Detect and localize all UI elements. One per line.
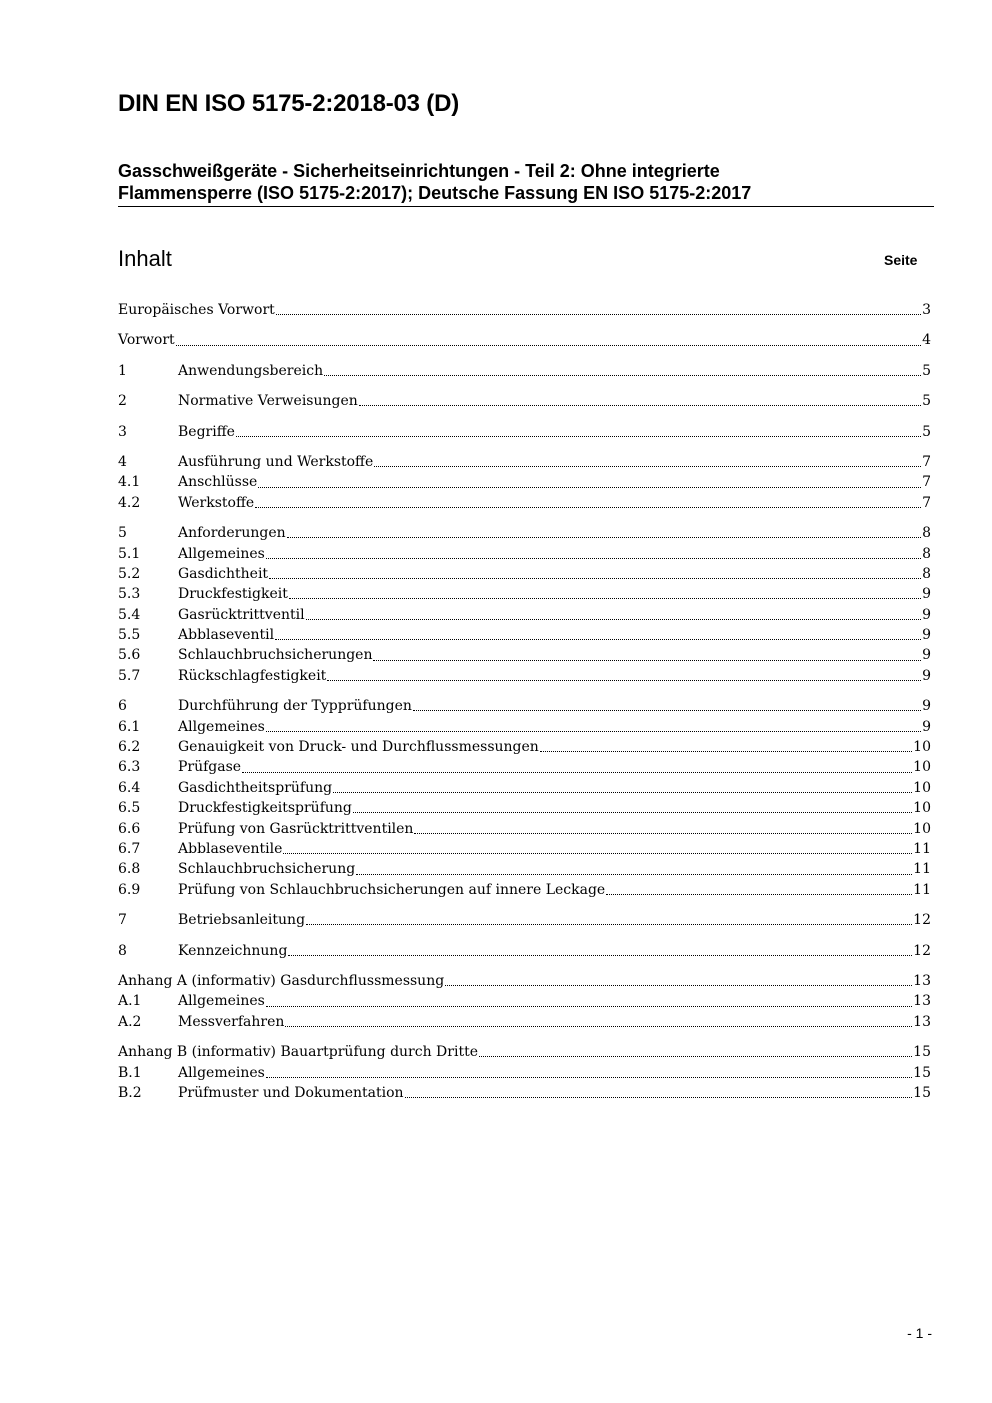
toc-entry-page[interactable]: 13 [913,993,931,1010]
toc-entry-page[interactable]: 13 [913,1013,931,1030]
page-number-footer: - 1 - [907,1325,932,1341]
table-of-contents [118,300,931,1103]
toc-entry-number: A.1 [118,993,142,1010]
toc-entry-title[interactable]: Werkstoffe [178,494,255,511]
toc-entry-title[interactable]: Normative Verweisungen [178,393,358,410]
toc-entry[interactable] [118,1083,931,1103]
toc-entry-number: 6.4 [118,779,141,796]
toc-dot-leader [353,812,912,813]
toc-dot-leader [540,751,912,752]
toc-entry-number: A.2 [118,1013,142,1030]
toc-entry-page[interactable]: 8 [922,525,931,542]
toc-dot-leader [306,924,912,925]
toc-entry[interactable] [118,778,931,798]
toc-dot-leader [266,1006,912,1007]
toc-entry[interactable] [118,798,931,818]
toc-entry-title[interactable]: Kennzeichnung [178,942,288,959]
toc-entry-page[interactable]: 9 [922,667,931,684]
toc-entry-page[interactable]: 10 [913,800,931,817]
toc-entry-title[interactable]: Prüfung von Schlauchbruchsicherungen auf innere Leckage [178,881,606,898]
toc-entry[interactable] [118,645,931,665]
toc-entry[interactable] [118,605,931,625]
toc-entry[interactable] [118,839,931,859]
toc-entry-title[interactable]: Anhang A (informativ) Gasdurchflussmessung [118,972,445,989]
toc-entry-title[interactable]: Schlauchbruchsicherung [178,861,356,878]
toc-entry-number: 5.4 [118,606,141,623]
toc-entry-page[interactable]: 7 [922,474,931,491]
toc-entry-page[interactable]: 9 [922,627,931,644]
toc-entry-page[interactable]: 5 [922,393,931,410]
toc-dot-leader [275,639,921,640]
toc-entry[interactable] [118,717,931,737]
toc-entry-number: 1 [118,362,127,379]
toc-dot-leader [405,1097,913,1098]
subtitle-line-2: Flammensperre (ISO 5175-2:2017); Deutsche Fassung EN ISO 5175-2:2017 [118,183,752,203]
toc-entry[interactable] [118,564,931,584]
toc-entry-page[interactable]: 5 [922,362,931,379]
toc-entry[interactable] [118,941,931,961]
toc-entry[interactable] [118,452,931,472]
toc-entry[interactable] [118,625,931,645]
toc-entry-number: 8 [118,942,127,959]
toc-entry-page[interactable]: 12 [913,942,931,959]
toc-dot-leader [445,985,912,986]
toc-dot-leader [269,578,921,579]
toc-entry-number: 6.9 [118,881,141,898]
toc-dot-leader [413,710,921,711]
toc-dot-leader [373,660,921,661]
toc-entry-title[interactable]: Gasrücktrittventil [178,606,305,623]
toc-entry-number: 5.6 [118,647,141,664]
toc-dot-leader [374,466,921,467]
toc-entry-number: 6.6 [118,820,141,837]
toc-dot-leader [356,874,912,875]
toc-entry-number: 5.3 [118,586,141,603]
toc-entry-title[interactable]: Prüfmuster und Dokumentation [178,1084,404,1101]
subtitle-line-1: Gasschweißgeräte - Sicherheitseinrichtungen - Teil 2: Ohne integrierte [118,161,720,181]
toc-dot-leader [266,558,921,559]
toc-entry[interactable] [118,696,931,716]
toc-entry[interactable] [118,472,931,492]
toc-entry[interactable] [118,819,931,839]
toc-entry-page[interactable]: 3 [922,302,931,318]
toc-entry[interactable] [118,880,931,900]
toc-entry-number: 7 [118,912,127,929]
toc-entry-page[interactable]: 13 [913,972,931,989]
toc-entry[interactable] [118,422,931,442]
toc-entry[interactable] [118,666,931,686]
toc-entry-page[interactable]: 11 [913,881,931,898]
toc-entry-title[interactable]: Ausführung und Werkstoffe [178,453,374,470]
toc-dot-leader [306,619,921,620]
toc-dot-leader [288,955,912,956]
toc-entry-number: 4 [118,453,127,470]
toc-entry-page[interactable]: 15 [913,1084,931,1101]
toc-entry-title[interactable]: Gasdichtheit [178,565,269,582]
toc-entry-number: 5 [118,525,127,542]
toc-entry-number: 6.2 [118,739,141,756]
toc-entry[interactable] [118,1063,931,1083]
toc-dot-leader [276,314,921,315]
toc-entry[interactable] [118,544,931,564]
toc-entry-title[interactable]: Druckfestigkeit [178,586,288,603]
document-id: DIN EN ISO 5175-2:2018-03 (D) [118,90,460,117]
toc-entry-title[interactable]: Allgemeines [178,993,265,1010]
toc-entry[interactable] [118,493,931,513]
toc-dot-leader [266,731,921,732]
toc-entry-page[interactable]: 12 [913,912,931,929]
toc-dot-leader [359,405,921,406]
toc-entry[interactable] [118,361,931,381]
toc-entry[interactable] [118,991,931,1011]
toc-dot-leader [606,894,912,895]
toc-entry-title[interactable]: Prüfgase [178,759,242,776]
toc-entry[interactable] [118,330,931,350]
toc-entry[interactable] [118,971,931,991]
toc-dot-leader [285,1026,912,1027]
toc-entry-title[interactable]: Gasdichtheitsprüfung [178,779,333,796]
toc-entry-number: 6.8 [118,861,141,878]
toc-entry-number: 5.5 [118,627,141,644]
toc-entry-title[interactable]: Durchführung der Typprüfungen [178,698,412,715]
toc-entry[interactable] [118,859,931,879]
toc-entry[interactable] [118,391,931,411]
toc-entry-number: 6 [118,698,127,715]
toc-entry-number: 6.3 [118,759,141,776]
toc-entry[interactable] [118,910,931,930]
toc-entry-page[interactable]: 7 [922,494,931,511]
toc-entry-title[interactable]: Anforderungen [178,525,286,542]
toc-entry-number: 6.7 [118,840,141,857]
toc-entry-number: B.2 [118,1084,142,1101]
toc-dot-leader [414,833,912,834]
toc-dot-leader [176,345,921,346]
toc-entry-title[interactable]: Genauigkeit von Druck- und Durchflussmessungen [178,739,539,756]
toc-entry-number: 5.7 [118,667,141,684]
title-divider [118,206,934,207]
toc-entry[interactable] [118,584,931,604]
toc-dot-leader [236,436,921,437]
toc-dot-leader [333,792,912,793]
toc-entry-page[interactable]: 4 [922,332,931,349]
toc-entry-title[interactable]: Anschlüsse [178,474,258,491]
toc-entry-number: 5.1 [118,545,141,562]
toc-entry-title[interactable]: Anhang B (informativ) Bauartprüfung durch Dritte [118,1044,478,1061]
toc-entry-title[interactable]: Allgemeines [178,545,265,562]
toc-heading: Inhalt [118,246,172,271]
toc-entry-page[interactable]: 9 [922,586,931,603]
toc-dot-leader [479,1056,912,1057]
toc-entry-number: 6.1 [118,718,141,735]
toc-dot-leader [283,853,912,854]
toc-dot-leader [258,487,921,488]
toc-dot-leader [255,507,921,508]
toc-dot-leader [327,680,921,681]
toc-entry-page[interactable]: 8 [922,545,931,562]
toc-entry-page[interactable]: 11 [913,840,931,857]
toc-entry[interactable] [118,1042,931,1062]
toc-entry[interactable] [118,757,931,777]
toc-page-column-label: Seite [884,252,918,268]
toc-dot-leader [289,598,921,599]
toc-entry-page[interactable]: 7 [922,453,931,470]
toc-entry-title[interactable]: Europäisches Vorwort [118,302,275,318]
toc-entry-page[interactable]: 15 [913,1064,931,1081]
toc-entry-title[interactable]: Anwendungsbereich [178,362,324,379]
toc-entry-page[interactable]: 10 [913,759,931,776]
toc-entry-page[interactable]: 9 [922,698,931,715]
toc-entry-page[interactable]: 8 [922,565,931,582]
toc-entry[interactable] [118,523,931,543]
toc-entry-title[interactable]: Rückschlagfestigkeit [178,667,327,684]
toc-entry-title[interactable]: Abblaseventile [178,840,283,857]
toc-entry-title[interactable]: Prüfung von Gasrücktrittventilen [178,820,414,837]
toc-entry-number: 4.2 [118,494,141,511]
toc-entry-number: 5.2 [118,565,141,582]
document-subtitle [118,160,933,204]
toc-entry[interactable] [118,300,931,320]
toc-entry-number: 6.5 [118,800,141,817]
toc-entry-title[interactable]: Betriebsanleitung [178,912,306,929]
toc-entry-page[interactable]: 5 [922,423,931,440]
toc-entry[interactable] [118,737,931,757]
toc-entry-title[interactable]: Allgemeines [178,718,265,735]
toc-entry-page[interactable]: 9 [922,606,931,623]
toc-entry-page[interactable]: 10 [913,779,931,796]
toc-entry-title[interactable]: Druckfestigkeitsprüfung [178,800,352,817]
toc-entry-page[interactable]: 10 [913,820,931,837]
toc-entry-number: B.1 [118,1064,142,1081]
toc-dot-leader [242,772,912,773]
toc-entry-title[interactable]: Schlauchbruchsicherungen [178,647,373,664]
toc-entry-page[interactable]: 11 [913,861,931,878]
toc-entry-page[interactable]: 9 [922,718,931,735]
toc-entry-page[interactable]: 15 [913,1044,931,1061]
toc-entry-number: 3 [118,423,127,440]
toc-entry-number: 4.1 [118,474,141,491]
toc-entry-title[interactable]: Abblaseventil [178,627,275,644]
toc-dot-leader [324,375,921,376]
toc-dot-leader [266,1077,912,1078]
toc-entry-title[interactable]: Messverfahren [178,1013,285,1030]
toc-dot-leader [287,537,921,538]
toc-entry[interactable] [118,1012,931,1032]
toc-entry-page[interactable]: 10 [913,739,931,756]
toc-entry-page[interactable]: 9 [922,647,931,664]
toc-entry-title[interactable]: Allgemeines [178,1064,265,1081]
toc-entry-title[interactable]: Begriffe [178,423,235,440]
toc-entry-number: 2 [118,393,127,410]
toc-entry-title[interactable]: Vorwort [118,332,175,349]
